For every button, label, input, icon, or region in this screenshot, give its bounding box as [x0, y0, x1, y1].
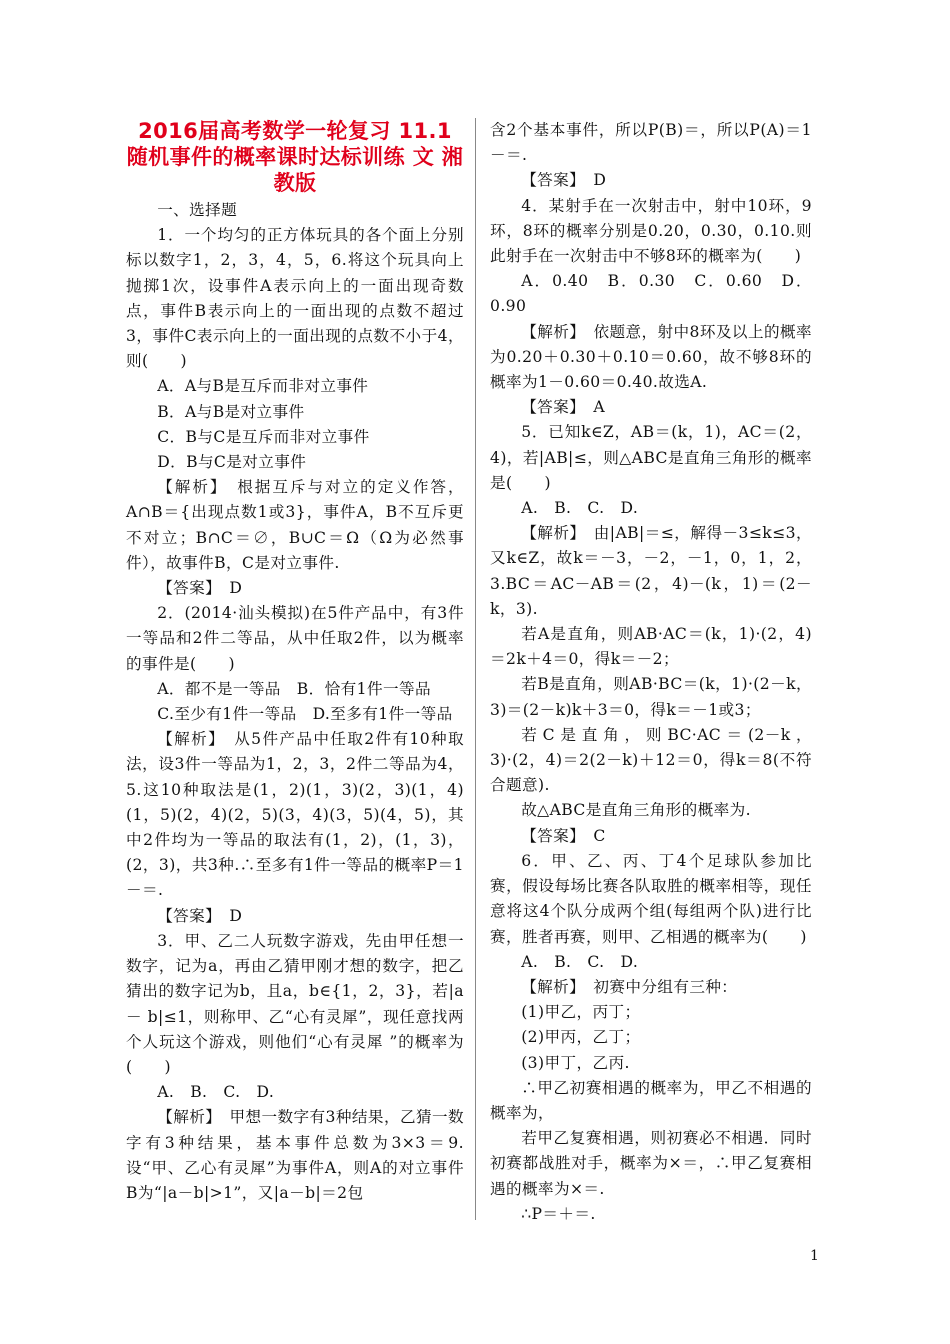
paragraph: ∴P＝＋＝. [521, 1204, 596, 1223]
paragraph: (3)甲丁，乙丙. [521, 1053, 630, 1072]
left-column-body [126, 198, 464, 1206]
page-number: 1 [810, 1248, 819, 1264]
paragraph: A．A与B是互斥而非对立事件 [157, 377, 369, 396]
paragraph: 故△ABC是直角三角形的概率为. [521, 801, 752, 820]
paragraph: 含2个基本事件，所以P(B)＝，所以P(A)＝1－＝. [490, 121, 812, 165]
paragraph: 【答案】 D [157, 906, 243, 925]
paragraph: A．0.40 B．0.30 C．0.60 D．0.90 [490, 272, 812, 316]
paragraph: C．B与C是互斥而非对立事件 [157, 427, 370, 446]
paragraph: 6．甲、乙、丙、丁4个足球队参加比赛，假设每场比赛各队取胜的概率相等，现任意将这4个队分成两个组(每组两个队)进行比赛，胜者再赛，则甲、乙相遇的概率为( ) [490, 851, 812, 946]
left-column [126, 118, 464, 1206]
paragraph: 【解析】 初赛中分组有三种： [521, 977, 738, 996]
paragraph: ∴甲乙初赛相遇的概率为，甲乙不相遇的概率为， [490, 1078, 812, 1122]
paragraph: 5．已知k∈Z，AB＝(k，1)，AC＝(2，4)，若|AB|≤，则△ABC是直角三角形的概率是( ) [490, 423, 812, 492]
paragraph: 【解析】 由|AB|＝≤，解得－3≤k≤3，又k∈Z，故k＝－3，－2，－1，0，1，2，3.BC＝AC－AB＝(2，4)－(k，1)＝(2－k，3). [490, 524, 812, 618]
paragraph: A. B. C. D. [521, 952, 639, 971]
paragraph: B．A与B是对立事件 [157, 402, 305, 421]
paragraph: 1．一个均匀的正方体玩具的各个面上分别标以数字1，2，3，4，5，6.将这个玩具向上抛掷1次，设事件A表示向上的一面出现奇数点，事件B表示向上的一面出现的点数不超过3，事件C表示向上的一面出现的点数不小于4，则( ) [126, 226, 464, 371]
paragraph: (1)甲乙，丙丁； [521, 1003, 641, 1022]
right-column [490, 118, 812, 1227]
paragraph: 一、选择题 [157, 201, 238, 219]
paragraph: A. B. C. D. [157, 1083, 275, 1102]
paragraph: 【答案】 D [157, 579, 243, 598]
paragraph: D．B与C是对立事件 [157, 453, 307, 472]
paragraph: 2．(2014·汕头模拟)在5件产品中，有3件一等品和2件二等品，从中任取2件，以为概率的事件是( ) [126, 604, 464, 673]
paragraph: 若C是直角，则BC·AC＝(2－k，3)·(2，4)＝2(2－k)＋12＝0，得k＝8(不符合题意). [490, 725, 812, 795]
paragraph: 【答案】 D [521, 171, 607, 190]
column-divider [475, 118, 476, 1220]
right-column-body [490, 118, 812, 1227]
paragraph: C.至少有1件一等品 D.至多有1件一等品 [157, 705, 453, 724]
paragraph: 若甲乙复赛相遇，则初赛必不相遇．同时初赛都战胜对手，概率为×＝，∴甲乙复赛相遇的概率为×＝. [490, 1129, 812, 1198]
paragraph: (2)甲丙，乙丁； [521, 1028, 641, 1047]
paragraph: 【解析】 依题意，射中8环及以上的概率为0.20＋0.30＋0.10＝0.60，故不够8环的概率为1－0.60＝0.40.故选A. [490, 322, 812, 392]
paragraph: 【解析】 根据互斥与对立的定义作答，A∩B＝{出现点数1或3}，事件A，B不互斥更不对立；B∩C＝∅，B∪C＝Ω（Ω为必然事件），故事件B，C是对立事件. [126, 478, 464, 572]
paragraph: A．都不是一等品 B．恰有1件一等品 [157, 679, 431, 698]
paragraph: 【答案】 A [521, 398, 606, 417]
paragraph: 【解析】 从5件产品中任取2件有10种取法，设3件一等品为1，2，3，2件二等品为4，5.这10种取法是(1，2)(1，3)(2，3)(1，4)(1，5)(2，4)(2，5)(3，4)(3，5)(4，5)，其中2件均为一等品的取法有(1，2)，(1，3)，(2，3)，共3种.∴至多有1件一等品的概率P＝1－＝. [126, 730, 464, 900]
paragraph: 若A是直角，则AB·AC＝(k，1)·(2，4)＝2k＋4＝0，得k＝－2； [490, 625, 812, 669]
document-title: 2016届高考数学一轮复习 11.1 随机事件的概率课时达标训练 文 湘教版 [126, 119, 464, 195]
paragraph: 若B是直角，则AB·BC＝(k，1)·(2－k，3)＝(2－k)k＋3＝0，得k＝－1或3； [490, 675, 812, 719]
paragraph: 3．甲、乙二人玩数字游戏，先由甲任想一数字，记为a，再由乙猜甲刚才想的数字，把乙猜出的数字记为b，且a，b∈{1，2，3}，若|a－ b|≤1，则称甲、乙“心有灵犀”，现任意找两个人玩这个游戏，则他们“心有灵犀 ”的概率为( ) [126, 931, 464, 1076]
paragraph: A. B. C. D. [521, 499, 639, 518]
paragraph: 【答案】 C [521, 826, 606, 845]
paragraph: 【解析】 甲想一数字有3种结果，乙猜一数字有3种结果，基本事件总数为3×3＝9.设“甲、乙心有灵犀”为事件A，则A的对立事件B为“|a－b|>1”，又|a－b|＝2包 [126, 1108, 464, 1202]
paragraph: 4．某射手在一次射击中，射中10环，9环，8环的概率分别是0.20，0.30，0.10.则此射手在一次射击中不够8环的概率为( ) [490, 196, 812, 266]
